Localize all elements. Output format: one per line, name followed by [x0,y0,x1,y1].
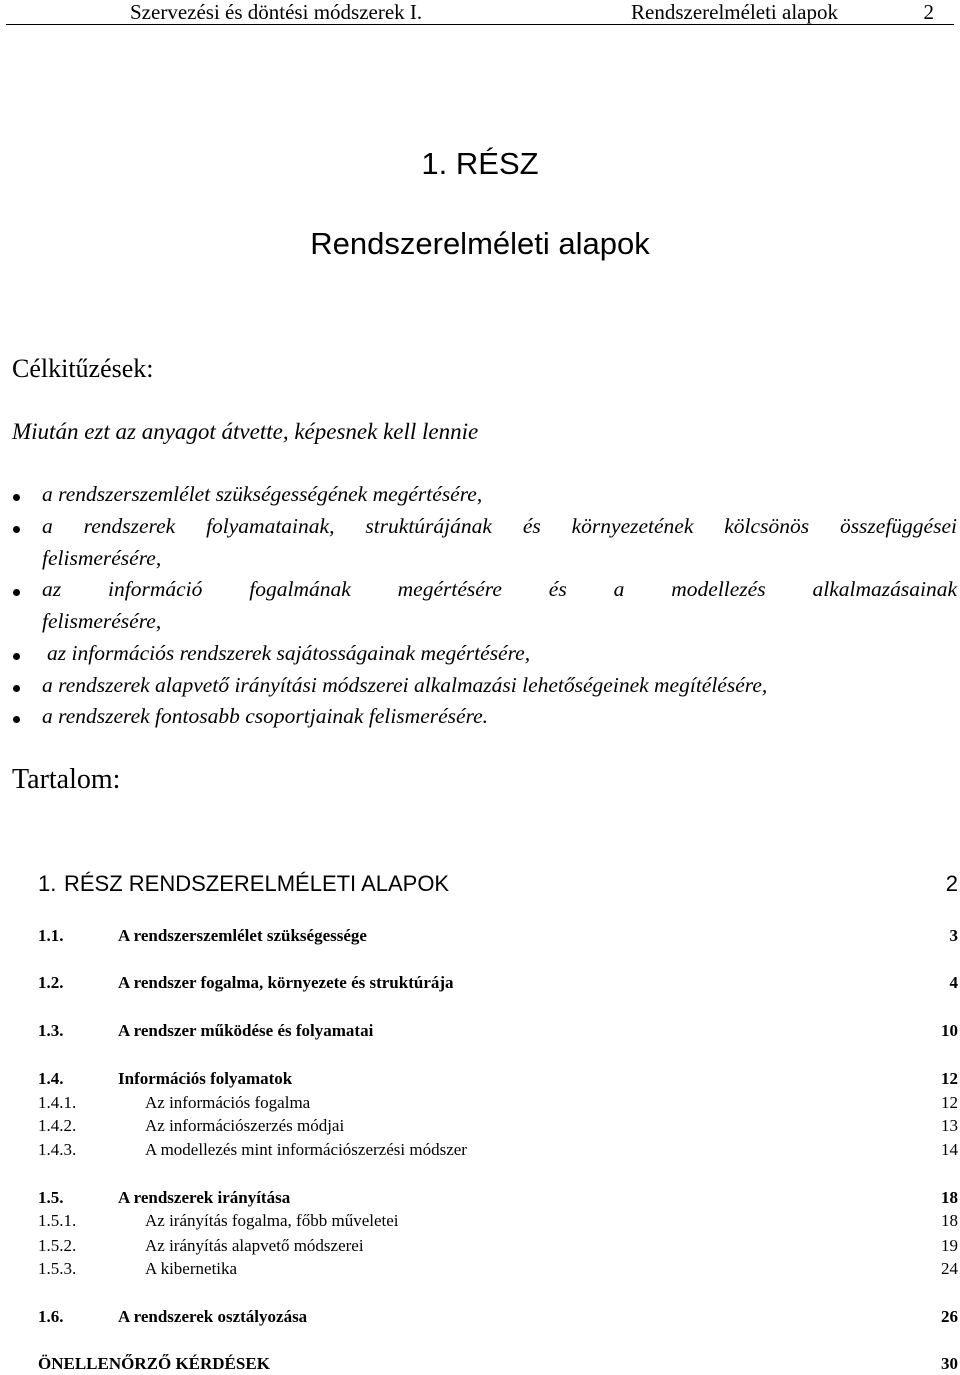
toc-number: 1.5.1. [38,1211,77,1230]
objective-item: a rendszerek fontosabb csoportjainak felismerésére. [42,704,489,728]
toc-title: A kibernetika [145,1259,238,1278]
objective-item-continued: felismerésére, [42,609,162,633]
toc-entry[interactable] [38,925,958,947]
toc-title: A rendszer működése és folyamatai [118,1021,374,1040]
toc-heading: Tartalom: [12,764,121,795]
toc-title: A rendszer fogalma, környezete és struktúrája [118,973,454,992]
toc-page: 18 [941,1211,958,1230]
part-number: 1. RÉSZ [421,146,539,181]
toc-number: 1.3. [38,1021,64,1040]
toc-page: 19 [941,1236,958,1255]
toc-number: 1.1. [38,926,64,945]
toc-subentry[interactable] [38,1115,958,1137]
toc-entry[interactable] [38,1306,958,1328]
toc-page: 13 [941,1116,958,1135]
toc-subentry[interactable] [38,1092,958,1114]
objective-item: az információs rendszerek sajátosságainak megértésére, [47,641,531,665]
page-header [6,0,954,25]
toc-title: Az irányítás alapvető módszerei [145,1236,364,1255]
toc-page: 24 [941,1259,958,1278]
toc-number: 1.6. [38,1307,64,1326]
bullet-icon [13,589,20,596]
toc-number: 1.4.1. [38,1093,77,1112]
toc-subentry[interactable] [38,1139,958,1161]
toc-title: A rendszerszemlélet szükségessége [118,926,367,945]
toc-number: 1.4.3. [38,1140,77,1159]
chapter-title: Rendszerelméleti alapok [631,0,838,24]
toc-page: 26 [941,1307,958,1326]
toc-number: 1.4. [38,1069,64,1088]
objectives-intro: Miután ezt az anyagot átvette, képesnek kell lennie [12,419,479,444]
toc-entry[interactable] [38,1068,958,1090]
bullet-icon [13,685,20,692]
toc-page: 3 [949,926,958,945]
objective-item: a rendszerszemlélet szükségességének megértésére, [42,482,483,506]
toc-title: A rendszerek irányítása [118,1188,291,1207]
toc-entry[interactable] [38,1020,958,1042]
toc-page: 12 [941,1069,958,1088]
toc-number: 1.5.3. [38,1259,77,1278]
toc-subentry[interactable] [38,1258,958,1280]
toc-title: A modellezés mint információszerzési módszer [145,1140,467,1159]
toc-page: 14 [941,1140,958,1159]
toc-page: 30 [941,1354,958,1373]
bullet-icon [13,653,20,660]
toc-entry[interactable] [38,972,958,994]
toc-subentry[interactable] [38,1210,958,1232]
toc-title: Az irányítás fogalma, főbb műveletei [145,1211,399,1230]
toc-page: 2 [945,871,958,896]
toc-number: 1. [38,871,57,896]
toc-number: 1.5.2. [38,1236,77,1255]
objective-item: a rendszerek folyamatainak, struktúrájának és környezetének kölcsönös összefüggései [42,514,957,538]
objective-item-continued: felismerésére, [42,546,162,570]
toc-page: 4 [949,973,958,992]
bullet-icon [13,716,20,723]
toc-title: A rendszerek osztályozása [118,1307,308,1326]
toc-number: 1.5. [38,1188,64,1207]
course-title: Szervezési és döntési módszerek I. [130,0,423,24]
toc-title: Az információs fogalma [145,1093,311,1112]
toc-subentry[interactable] [38,1235,958,1257]
bullet-icon [13,494,20,501]
toc-entry[interactable] [38,1187,958,1209]
objectives-heading: Célkitűzések: [12,354,154,383]
part-title: Rendszerelméleti alapok [310,226,650,261]
toc-title: RÉSZ RENDSZERELMÉLETI ALAPOK [64,871,450,896]
toc-page: 10 [941,1021,958,1040]
toc-page: 18 [941,1188,958,1207]
toc-number: 1.2. [38,973,64,992]
toc-title: Az információszerzés módjai [145,1116,345,1135]
toc-number: 1.4.2. [38,1116,77,1135]
objective-item: a rendszerek alapvető irányítási módszerei alkalmazási lehetőségeinek megítélésére, [42,673,768,697]
toc-title: Információs folyamatok [118,1069,293,1088]
toc-title: ÖNELLENŐRZŐ KÉRDÉSEK [38,1354,270,1373]
toc-page: 12 [941,1093,958,1112]
bullet-icon [13,526,20,533]
objective-item: az információ fogalmának megértésére és a modellezés alkalmazásainak [42,577,957,601]
page-number: 2 [923,0,934,24]
